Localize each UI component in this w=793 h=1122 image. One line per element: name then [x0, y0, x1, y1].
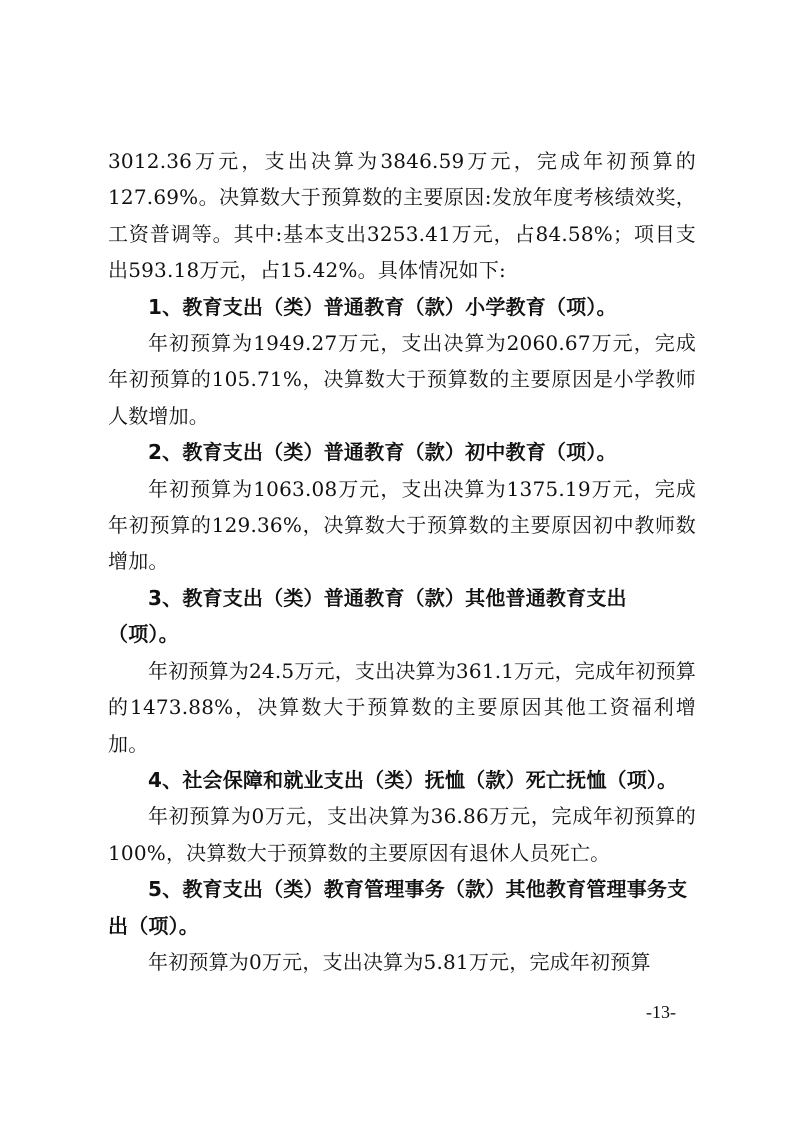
- item-heading-4: 4、社会保障和就业支出（类）抚恤（款）死亡抚恤（项）。: [148, 767, 678, 792]
- item-body-1: 年初预算为1949.27万元，支出决算为2060.67万元，完成年初预算的105.71%，决算数大于预算数的主要原因是小学教师人数增加。: [108, 331, 696, 428]
- item-body-3: 年初预算为24.5万元，支出决算为361.1万元，完成年初预算的1473.88%，决算数大于预算数的主要原因其他工资福利增加。: [108, 658, 696, 756]
- item-heading-1: 1、教育支出（类）普通教育（款）小学教育（项）。: [148, 294, 617, 319]
- intro-paragraph: 3012.36万元，支出决算为3846.59万元，完成年初预算的127.69%。决算数大于预算数的主要原因:发放年度考核绩效奖，工资普调等。其中:基本支出3253.41万元，占84.58%；项目支出593.18万元，占15.42%。具体情况如下:: [108, 149, 696, 283]
- item-body-2: 年初预算为1063.08万元，支出决算为1375.19万元，完成年初预算的129.36%，决算数大于预算数的主要原因初中教师数增加。: [108, 476, 696, 574]
- item-body-4: 年初预算为0万元，支出决算为36.86万元，完成年初预算的100%，决算数大于预算数的主要原因有退休人员死亡。: [108, 804, 696, 865]
- item-body-5: 年初预算为0万元，支出决算为5.81万元，完成年初预算: [148, 949, 651, 974]
- item-heading-3: 3、教育支出（类）普通教育（款）其他普通教育支出（项）。: [108, 585, 627, 647]
- item-heading-5: 5、教育支出（类）教育管理事务（款）其他教育管理事务支出（项）。: [108, 877, 688, 938]
- item-heading-2: 2、教育支出（类）普通教育（款）初中教育（项）。: [148, 440, 617, 465]
- page-number: -13-: [646, 1002, 676, 1022]
- document-body: [108, 143, 696, 980]
